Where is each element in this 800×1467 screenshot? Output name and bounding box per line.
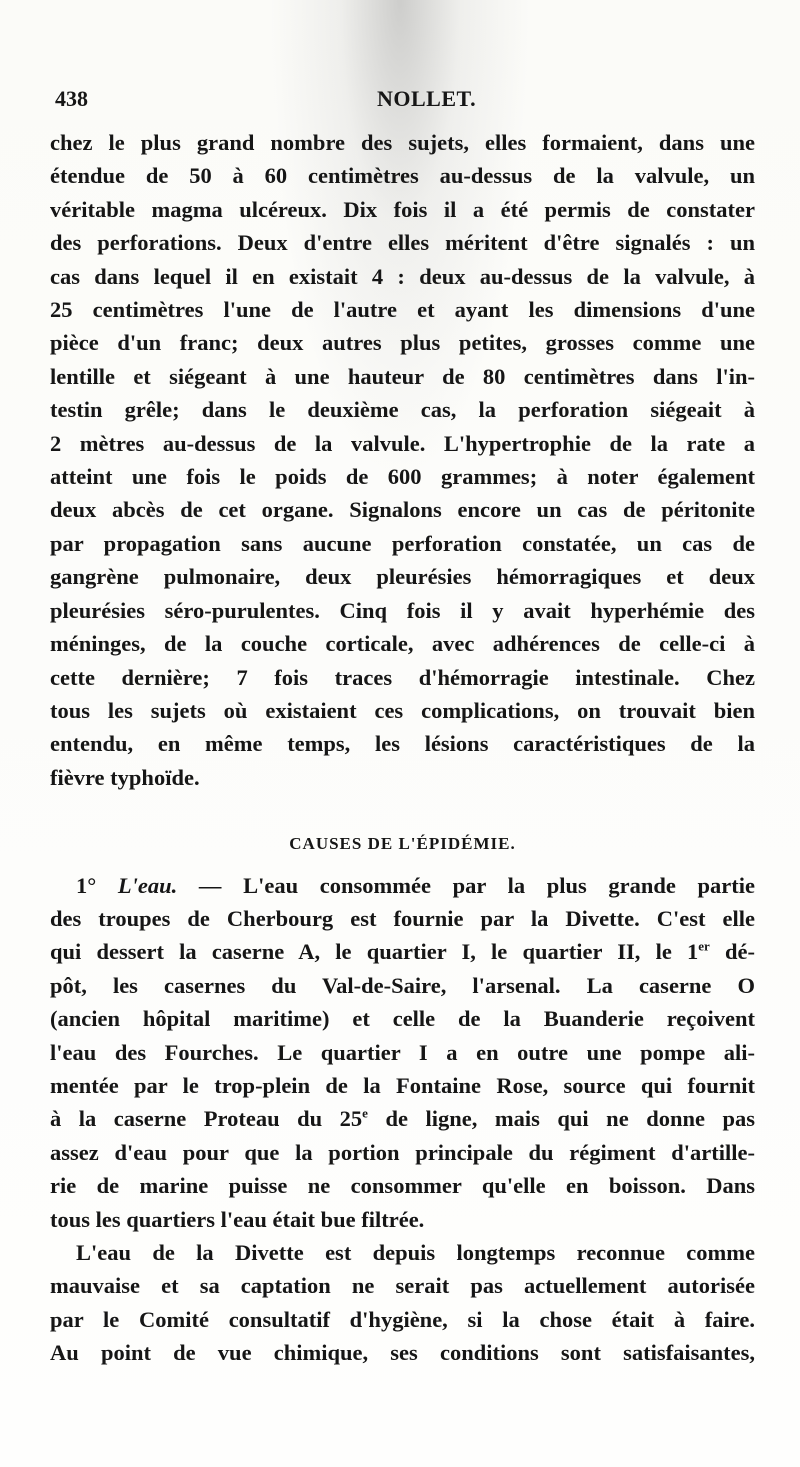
text-line: chez le plus grand nombre des sujets, elles formaient, dans une xyxy=(50,130,755,155)
text-line: assez d'eau pour que la portion principale du régiment d'artille- xyxy=(50,1139,755,1165)
paragraph-complications xyxy=(50,126,755,794)
text-line: à la caserne Proteau du 25e de ligne, mais qui ne donne pas xyxy=(50,1105,756,1132)
text-line: pôt, les casernes du Val-de-Saire, l'arsenal. La caserne O xyxy=(50,972,755,998)
page-header xyxy=(55,84,755,118)
text-line: fièvre typhoïde. xyxy=(50,764,200,790)
em-dash: — xyxy=(177,872,244,898)
paragraph-eau xyxy=(50,869,755,1236)
item-number: 1° xyxy=(76,872,97,898)
text-line: testin grêle; dans le deuxième cas, la perforation siégeait à xyxy=(50,397,755,423)
text-line: pleurésies séro-purulentes. Cinq fois il y avait hyperhémie des xyxy=(50,597,755,623)
superscript: er xyxy=(698,938,710,954)
text-line: cas dans lequel il en existait 4 : deux au-dessus de la valvule, à xyxy=(50,263,755,289)
text-line: étendue de 50 à 60 centimètres au-dessus de la valvule, un xyxy=(50,163,755,189)
text-line: par propagation sans aucune perforation constatée, un cas de xyxy=(50,530,755,556)
text-line: méninges, de la couche corticale, avec adhérences de celle-ci à xyxy=(50,631,755,657)
text-line: par le Comité consultatif d'hygiène, si la chose était à faire. xyxy=(50,1306,755,1332)
body-text xyxy=(50,126,755,1370)
superscript: e xyxy=(362,1105,368,1121)
text-line: mentée par le trop-plein de la Fontaine Rose, source qui fournit xyxy=(50,1072,755,1098)
section-title: CAUSES DE L'ÉPIDÉMIE. xyxy=(289,834,516,854)
text-line: qui dessert la caserne A, le quartier I, le quartier II, le 1er dé- xyxy=(50,938,755,965)
text-line: 1° L'eau. — L'eau consommée par la plus grande partie xyxy=(76,872,756,898)
text-line: atteint une fois le poids de 600 grammes; à noter également xyxy=(50,464,755,490)
text-line: tous les quartiers l'eau était bue filtrée. xyxy=(50,1206,425,1232)
text-line: des troupes de Cherbourg est fournie par la Divette. C'est elle xyxy=(50,905,755,931)
text-line: tous les sujets où existaient ces complications, on trouvait bien xyxy=(50,697,755,723)
running-title: NOLLET. xyxy=(377,86,477,111)
text-line: 25 centimètres l'une de l'autre et ayant les dimensions d'une xyxy=(50,297,755,323)
text-line: l'eau des Fourches. Le quartier I a en outre une pompe ali- xyxy=(50,1039,755,1065)
page-number: 438 xyxy=(55,86,88,111)
text-line: Au point de vue chimique, ses conditions sont satisfaisantes, xyxy=(50,1340,755,1366)
text-line: rie de marine puisse ne consommer qu'elle en boisson. Dans xyxy=(50,1173,755,1199)
text-line: véritable magma ulcéreux. Dix fois il a été permis de constater xyxy=(50,196,755,222)
text-line: (ancien hôpital maritime) et celle de la Buanderie reçoivent xyxy=(50,1006,755,1032)
text-line: 2 mètres au-dessus de la valvule. L'hypertrophie de la rate a xyxy=(50,430,755,456)
text-line: mauvaise et sa captation ne serait pas actuellement autorisée xyxy=(50,1273,755,1299)
text-line: entendu, en même temps, les lésions caractéristiques de la xyxy=(50,731,755,757)
text-line: pièce d'un franc; deux autres plus petites, grosses comme une xyxy=(50,330,755,356)
text-line: L'eau de la Divette est depuis longtemps reconnue comme xyxy=(76,1240,755,1265)
item-heading: L'eau. xyxy=(117,872,178,898)
text-line: des perforations. Deux d'entre elles méritent d'être signalés : un xyxy=(50,230,755,256)
paragraph-divette xyxy=(50,1236,755,1370)
text-line: cette dernière; 7 fois traces d'hémorragie intestinale. Chez xyxy=(50,664,755,690)
text-line: gangrène pulmonaire, deux pleurésies hémorragiques et deux xyxy=(50,564,755,590)
text-line: lentille et siégeant à une hauteur de 80 centimètres dans l'in- xyxy=(50,363,755,389)
text-line: deux abcès de cet organe. Signalons encore un cas de péritonite xyxy=(50,497,755,523)
